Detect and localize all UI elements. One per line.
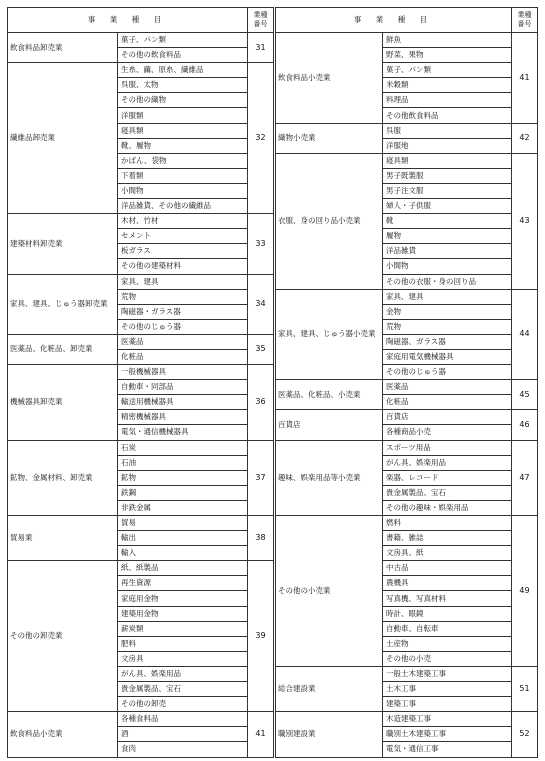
industry-number-cell: 39 (248, 561, 274, 712)
table-header-row (276, 8, 538, 33)
item-cell: その他の建築材料 (118, 259, 248, 274)
item-cell: 輸入 (118, 546, 248, 561)
item-cell: 建築工事 (383, 697, 512, 712)
industry-number-cell: 33 (248, 214, 274, 274)
category-cell: 貿易業 (8, 516, 118, 561)
industry-number-cell: 49 (512, 516, 538, 667)
industry-number-cell: 43 (512, 153, 538, 289)
item-cell: 建築用金物 (118, 606, 248, 621)
item-cell: スポーツ用品 (383, 440, 512, 455)
item-cell: 履物 (383, 229, 512, 244)
item-cell: 薪炭類 (118, 621, 248, 636)
item-cell: 靴 (383, 214, 512, 229)
category-cell: その他の卸売業 (8, 561, 118, 712)
item-cell: 菓子、パン類 (118, 33, 248, 48)
item-cell: がん具、娯楽用品 (383, 455, 512, 470)
item-cell: 家具、建具 (118, 274, 248, 289)
table-row (8, 334, 274, 349)
item-cell: その他の趣味・娯楽用品 (383, 500, 512, 515)
category-cell: 趣味、娯楽用品等小売業 (276, 440, 383, 515)
item-cell: 木造建築工事 (383, 712, 512, 727)
item-cell: 電気・通信工事 (383, 742, 512, 757)
industry-number-cell: 34 (248, 274, 274, 334)
item-cell: 文房具、紙 (383, 546, 512, 561)
item-cell: かばん、袋物 (118, 153, 248, 168)
header-number: 業種 番号 (512, 8, 538, 33)
item-cell: 家庭用金物 (118, 591, 248, 606)
item-cell: その他の小売 (383, 651, 512, 666)
category-cell: 機械器具卸売業 (8, 365, 118, 440)
table-row (8, 214, 274, 229)
table-row (8, 712, 274, 727)
industry-number-cell: 32 (248, 63, 274, 214)
item-cell: 石炭 (118, 440, 248, 455)
category-cell: 繊維品卸売業 (8, 63, 118, 214)
item-cell: 中古品 (383, 561, 512, 576)
item-cell: 貿易 (118, 516, 248, 531)
item-cell: その他の衣服・身の回り品 (383, 274, 512, 289)
item-cell: 酒 (118, 727, 248, 742)
item-cell: その他の卸売 (118, 697, 248, 712)
item-cell: 職別土木建築工事 (383, 727, 512, 742)
industry-number-cell: 44 (512, 289, 538, 380)
item-cell: 婦人・子供服 (383, 199, 512, 214)
right-table-body (276, 33, 538, 758)
table-row (276, 123, 538, 138)
industry-number-cell: 41 (512, 33, 538, 124)
item-cell: 各種食料品 (118, 712, 248, 727)
table-row (8, 33, 274, 48)
item-cell: 精密機械器具 (118, 410, 248, 425)
item-cell: 医薬品 (383, 380, 512, 395)
item-cell: 輸送用機械器具 (118, 395, 248, 410)
header-category: 事 業 種 目 (8, 8, 248, 33)
industry-number-cell: 31 (248, 33, 274, 63)
item-cell: 鉄鋼 (118, 485, 248, 500)
item-cell: 木材、竹材 (118, 214, 248, 229)
item-cell: 石油 (118, 455, 248, 470)
category-cell: 家具、建具、じゅう器小売業 (276, 289, 383, 380)
category-cell: 飲食料品小売業 (276, 33, 383, 124)
right-industry-table (275, 7, 538, 758)
item-cell: 肥料 (118, 636, 248, 651)
category-cell: 織物小売業 (276, 123, 383, 153)
item-cell: 料理品 (383, 93, 512, 108)
item-cell: 各種商品小売 (383, 425, 512, 440)
category-cell: 医薬品、化粧品、卸売業 (8, 334, 118, 364)
header-category: 事 業 種 目 (276, 8, 512, 33)
category-cell: 建築材料卸売業 (8, 214, 118, 274)
table-row (276, 289, 538, 304)
item-cell: 陶磁器・ガラス器 (118, 304, 248, 319)
industry-number-cell: 42 (512, 123, 538, 153)
item-cell: 荒物 (118, 289, 248, 304)
table-row (8, 274, 274, 289)
item-cell: 靴、履物 (118, 138, 248, 153)
item-cell: その他の織物 (118, 93, 248, 108)
category-cell: 家具、建具、じゅう器卸売業 (8, 274, 118, 334)
industry-number-cell: 46 (512, 410, 538, 440)
header-number: 業種 番号 (248, 8, 274, 33)
industry-number-cell: 52 (512, 712, 538, 757)
left-table-body (8, 33, 274, 758)
item-cell: 食肉 (118, 742, 248, 757)
category-cell: 職別建設業 (276, 712, 383, 757)
item-cell: 鮮魚 (383, 33, 512, 48)
industry-number-cell: 51 (512, 666, 538, 711)
category-cell: その他の小売業 (276, 516, 383, 667)
item-cell: 鉱物 (118, 470, 248, 485)
category-cell: 衣服、身の回り品小売業 (276, 153, 383, 289)
item-cell: がん具、娯楽用品 (118, 666, 248, 681)
item-cell: 下着類 (118, 168, 248, 183)
item-cell: その他のじゅう器 (383, 365, 512, 380)
item-cell: 土産物 (383, 636, 512, 651)
item-cell: 洋服類 (118, 108, 248, 123)
item-cell: 呉服 (383, 123, 512, 138)
category-cell: 百貨店 (276, 410, 383, 440)
industry-number-cell: 47 (512, 440, 538, 515)
item-cell: 荒物 (383, 319, 512, 334)
item-cell: 家庭用電気機械器具 (383, 349, 512, 364)
item-cell: セメント (118, 229, 248, 244)
item-cell: 貴金属製品、宝石 (118, 682, 248, 697)
industry-number-cell: 37 (248, 440, 274, 515)
item-cell: 家具、建具 (383, 289, 512, 304)
item-cell: 洋服地 (383, 138, 512, 153)
table-row (276, 153, 538, 168)
item-cell: 金物 (383, 304, 512, 319)
item-cell: 紙、紙製品 (118, 561, 248, 576)
item-cell: その他の飲食料品 (118, 48, 248, 63)
item-cell: 化粧品 (118, 349, 248, 364)
item-cell: 板ガラス (118, 244, 248, 259)
table-row (8, 561, 274, 576)
item-cell: 貴金属製品、宝石 (383, 485, 512, 500)
item-cell: 医薬品 (118, 334, 248, 349)
item-cell: 百貨店 (383, 410, 512, 425)
table-row (276, 410, 538, 425)
table-row (276, 440, 538, 455)
industry-number-cell: 36 (248, 365, 274, 440)
item-cell: 写真機、写真材料 (383, 591, 512, 606)
left-industry-table (7, 7, 274, 758)
item-cell: 男子既製服 (383, 168, 512, 183)
table-row (276, 666, 538, 681)
item-cell: 洋品雑貨、その他の繊維品 (118, 199, 248, 214)
item-cell: その他のじゅう器 (118, 319, 248, 334)
item-cell: 書籍、雑誌 (383, 531, 512, 546)
item-cell: 一般機械器具 (118, 365, 248, 380)
table-row (8, 365, 274, 380)
item-cell: 文房具 (118, 651, 248, 666)
item-cell: 土木工事 (383, 682, 512, 697)
item-cell: 一般土木建築工事 (383, 666, 512, 681)
item-cell: 農機具 (383, 576, 512, 591)
item-cell: 非鉄金属 (118, 500, 248, 515)
item-cell: 呉服、太物 (118, 78, 248, 93)
table-row (8, 63, 274, 78)
item-cell: 寝具類 (383, 153, 512, 168)
item-cell: 寝具類 (118, 123, 248, 138)
item-cell: 自動車・同部品 (118, 380, 248, 395)
item-cell: 米穀類 (383, 78, 512, 93)
item-cell: 男子注文服 (383, 183, 512, 198)
item-cell: 化粧品 (383, 395, 512, 410)
industry-number-cell: 38 (248, 516, 274, 561)
item-cell: 陶磁器、ガラス器 (383, 334, 512, 349)
industry-number-cell: 35 (248, 334, 274, 364)
item-cell: その他飲食料品 (383, 108, 512, 123)
item-cell: 再生資源 (118, 576, 248, 591)
table-row (8, 516, 274, 531)
item-cell: 輸出 (118, 531, 248, 546)
industry-number-cell: 41 (248, 712, 274, 757)
item-cell: 小間物 (383, 259, 512, 274)
item-cell: 電気・通信機械器具 (118, 425, 248, 440)
category-cell: 医薬品、化粧品、小売業 (276, 380, 383, 410)
item-cell: 洋品雑貨 (383, 244, 512, 259)
category-cell: 飲食料品小売業 (8, 712, 118, 757)
industry-number-cell: 45 (512, 380, 538, 410)
item-cell: 生糸、繭、原糸、繊維品 (118, 63, 248, 78)
category-cell: 飲食料品卸売業 (8, 33, 118, 63)
item-cell: 小間物 (118, 183, 248, 198)
table-header-row (8, 8, 274, 33)
item-cell: 楽器、レコード (383, 470, 512, 485)
table-row (8, 440, 274, 455)
category-cell: 鉱物、金属材料、卸売業 (8, 440, 118, 515)
table-row (276, 33, 538, 48)
table-row (276, 516, 538, 531)
category-cell: 総合建設業 (276, 666, 383, 711)
item-cell: 燃料 (383, 516, 512, 531)
table-row (276, 380, 538, 395)
item-cell: 野菜、果物 (383, 48, 512, 63)
table-row (276, 712, 538, 727)
item-cell: 時計、眼鏡 (383, 606, 512, 621)
item-cell: 菓子、パン類 (383, 63, 512, 78)
item-cell: 自動車、自転車 (383, 621, 512, 636)
